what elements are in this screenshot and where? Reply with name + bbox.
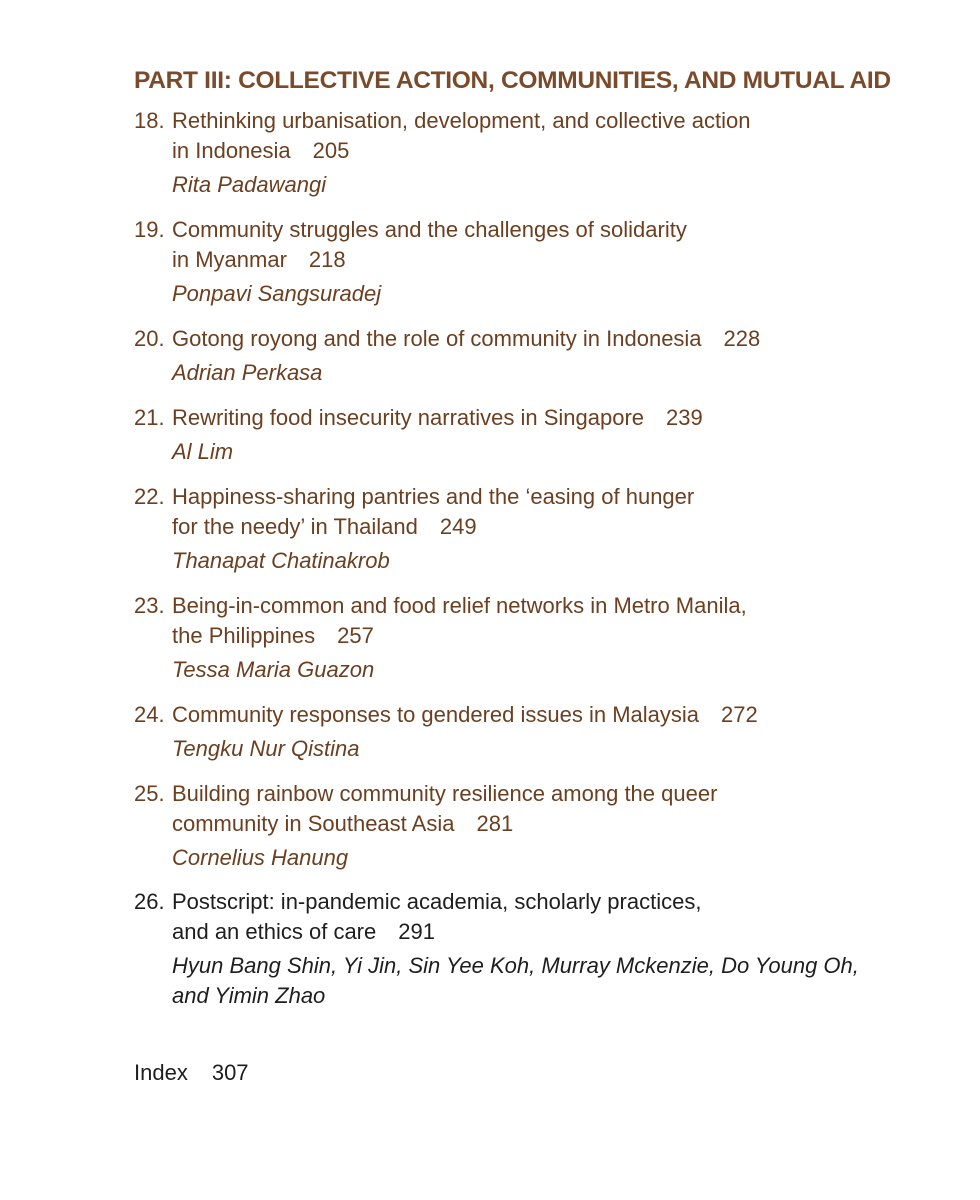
entry-author: Ponpavi Sangsuradej bbox=[172, 281, 382, 306]
entry-number: 18. bbox=[134, 108, 165, 133]
entry-author: Tessa Maria Guazon bbox=[172, 657, 375, 682]
entry-author: Rita Padawangi bbox=[172, 172, 327, 197]
entry-number: 22. bbox=[134, 484, 165, 509]
entry-page-number: 257 bbox=[337, 623, 374, 648]
toc-entry-22 bbox=[134, 482, 894, 576]
entry-title-line: community in Southeast Asia bbox=[172, 811, 455, 836]
entry-author: Tengku Nur Qistina bbox=[172, 736, 360, 761]
entry-title-line: Happiness-sharing pantries and the ‘easing of hunger bbox=[172, 484, 695, 509]
entry-number: 23. bbox=[134, 593, 165, 618]
toc-entry-24 bbox=[134, 700, 894, 764]
entry-title-line: Rewriting food insecurity narratives in Singapore bbox=[172, 405, 645, 430]
entry-author: Adrian Perkasa bbox=[172, 360, 323, 385]
entry-page-number: 272 bbox=[721, 702, 758, 727]
toc-entry-18 bbox=[134, 106, 894, 200]
entry-title-line: Postscript: in-pandemic academia, scholarly practices, bbox=[172, 889, 702, 914]
entry-author: Al Lim bbox=[172, 439, 234, 464]
entry-page-number: 249 bbox=[439, 514, 477, 539]
part-heading: PART III: COLLECTIVE ACTION, COMMUNITIES, AND MUTUAL AID bbox=[134, 67, 891, 94]
toc-entry-19 bbox=[134, 215, 894, 309]
entry-author: Cornelius Hanung bbox=[172, 845, 349, 870]
entry-title-line: in Indonesia bbox=[172, 138, 291, 163]
entry-author: and Yimin Zhao bbox=[172, 983, 326, 1008]
entry-author: Hyun Bang Shin, Yi Jin, Sin Yee Koh, Murray Mckenzie, Do Young Oh, bbox=[172, 953, 859, 978]
entry-number: 21. bbox=[134, 405, 165, 430]
index-label: Index bbox=[134, 1060, 188, 1085]
entry-number: 26. bbox=[134, 889, 165, 914]
entry-title-line: the Philippines bbox=[172, 623, 316, 648]
entry-title-line: for the needy’ in Thailand bbox=[172, 514, 418, 539]
entry-page-number: 239 bbox=[666, 405, 703, 430]
entry-title-line: Rethinking urbanisation, development, and collective action bbox=[172, 108, 751, 133]
toc-entry-25 bbox=[134, 779, 894, 873]
toc-entry-23 bbox=[134, 591, 894, 685]
entry-page-number: 291 bbox=[398, 919, 435, 944]
index-page-number: 307 bbox=[211, 1060, 249, 1085]
toc-entry-20 bbox=[134, 324, 894, 388]
entry-author: Thanapat Chatinakrob bbox=[172, 548, 390, 573]
entry-page-number: 228 bbox=[723, 326, 761, 351]
entry-number: 19. bbox=[134, 217, 165, 242]
entry-title-line: Community responses to gendered issues in Malaysia bbox=[172, 702, 700, 727]
entry-title-line: and an ethics of care bbox=[172, 919, 377, 944]
entry-title-line: Building rainbow community resilience among the queer bbox=[172, 781, 718, 806]
entry-title-line: in Myanmar bbox=[172, 247, 287, 272]
index-entry bbox=[134, 1058, 249, 1088]
entry-page-number: 281 bbox=[476, 811, 514, 836]
entry-title-line: Gotong royong and the role of community in Indonesia bbox=[172, 326, 702, 351]
entry-number: 24. bbox=[134, 702, 165, 727]
toc-entry-21 bbox=[134, 403, 894, 467]
entry-number: 20. bbox=[134, 326, 165, 351]
entry-page-number: 218 bbox=[308, 247, 346, 272]
entry-page-number: 205 bbox=[312, 138, 350, 163]
entry-title-line: Community struggles and the challenges of solidarity bbox=[172, 217, 687, 242]
toc-entry-26 bbox=[134, 887, 894, 1011]
entry-title-line: Being-in-common and food relief networks in Metro Manila, bbox=[172, 593, 747, 618]
entry-number: 25. bbox=[134, 781, 165, 806]
